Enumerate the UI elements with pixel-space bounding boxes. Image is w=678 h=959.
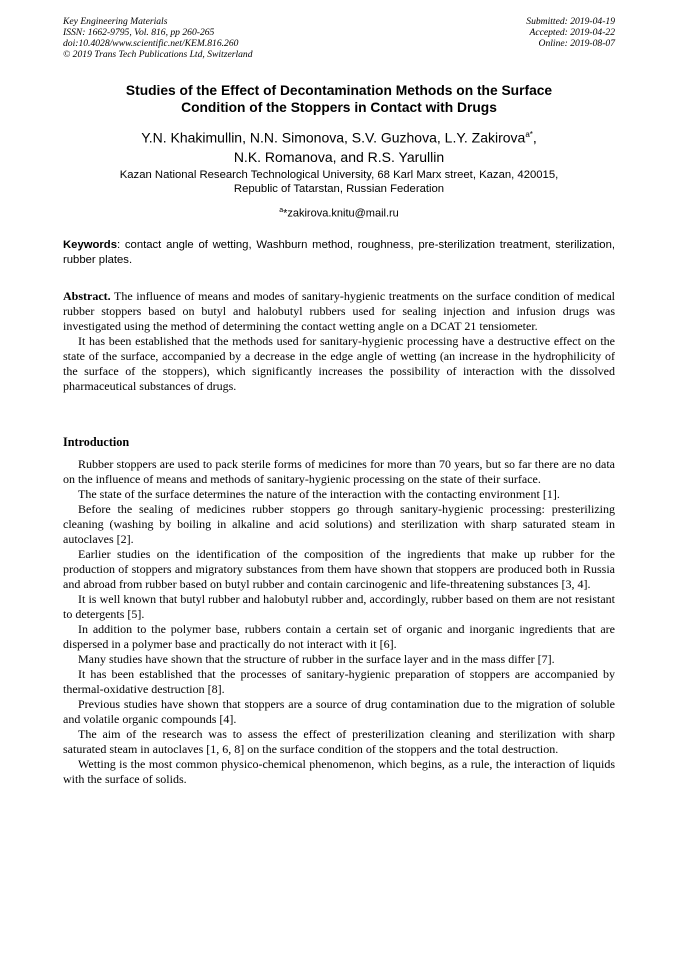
dates-header — [526, 16, 615, 49]
abstract — [63, 289, 615, 394]
authors-comma: , — [532, 129, 537, 146]
intro-paragraph: The state of the surface determines the nature of the interaction with the contacting environment [1]. — [78, 487, 560, 501]
intro-paragraph: The aim of the research was to assess the effect of presterilization cleaning and sterilization with sharp saturated steam in autoclaves [1, 6, 8] on the surface condition of the stoppers and the total destruction. — [63, 727, 615, 756]
keywords-label: Keywords — [63, 239, 117, 251]
abstract-label: Abstract. — [63, 289, 111, 303]
submitted-date: Submitted: 2019-04-19 — [526, 16, 615, 27]
affiliation-line-2: Republic of Tatarstan, Russian Federation — [233, 183, 445, 195]
journal-name: Key Engineering Materials — [63, 16, 168, 27]
introduction-body — [63, 457, 615, 787]
keywords-text: : contact angle of wetting, Washburn method, roughness, pre-sterilization treatment, sterilization, rubber plates. — [63, 239, 615, 266]
abstract-text-1: The influence of means and modes of sanitary-hygienic treatments on the surface condition of medical rubber stoppers based on butyl and halobutyl rubbers used for sealing injection and infusion drugs was investigated using the method of determining the contact wetting angle on a DCAT 21 tensiometer. — [63, 289, 615, 333]
authors-line-1 — [63, 125, 615, 148]
intro-paragraph: In addition to the polymer base, rubbers contain a certain set of organic and inorganic ingredients that are dispersed in a polymer base and practically do not interact with it [6]. — [63, 622, 615, 651]
email-mark: a — [279, 207, 284, 214]
intro-paragraph: Earlier studies on the identification of the composition of the ingredients that make up rubber for the production of stoppers and migratory substances from them have shown that stoppers are produced both in Russia and abroad from rubber based on butyl rubber and contain carcinogenic and life-threatening substances [3, 4]. — [63, 547, 615, 591]
author-affiliation-mark: a* — [525, 130, 533, 139]
accepted-date: Accepted: 2019-04-22 — [529, 27, 615, 38]
doi-line[interactable]: doi:10.4028/www.scientific.net/KEM.816.260 — [63, 38, 239, 49]
affiliation-line-1: Kazan National Research Technological University, 68 Karl Marx street, Kazan, 420015, — [119, 169, 559, 181]
authors-names-1: Y.N. Khakimullin, N.N. Simonova, S.V. Guzhova, L.Y. Zakirova — [141, 129, 526, 146]
authors — [63, 125, 615, 167]
intro-paragraph: It is well known that butyl rubber and halobutyl rubber and, accordingly, rubber based on them are not resistant to detergents [5]. — [63, 592, 615, 621]
issn-line: ISSN: 1662-9795, Vol. 816, pp 260-265 — [63, 27, 215, 38]
intro-paragraph: Rubber stoppers are used to pack sterile forms of medicines for more than 70 years, but so far there are no data on the influence of means and methods of sanitary-hygienic processing on the state of their surface. — [63, 457, 615, 486]
corresponding-email — [63, 204, 615, 221]
affiliation — [63, 168, 615, 196]
authors-line-2: N.K. Romanova, and R.S. Yarullin — [233, 148, 445, 165]
keywords — [63, 238, 615, 268]
section-heading-introduction: Introduction — [63, 435, 130, 449]
paper-title — [63, 82, 615, 116]
journal-header — [63, 16, 253, 60]
intro-paragraph: Many studies have shown that the structure of rubber in the surface layer and in the mass differ [7]. — [78, 652, 555, 666]
title-line-2: Condition of the Stoppers in Contact with Drugs — [181, 100, 497, 115]
intro-paragraph: Previous studies have shown that stoppers are a source of drug contamination due to the migration of soluble and volatile organic compounds [4]. — [63, 697, 615, 726]
title-line-1: Studies of the Effect of Decontamination Methods on the Surface — [125, 83, 553, 98]
abstract-paragraph-2: It has been established that the methods used for sanitary-hygienic processing have a destructive effect on the state of the surface, accompanied by a decrease in the edge angle of wetting (an increase in the hydrophilicity of the surface of the stoppers), which significantly increases the possibility of interaction with the dissolved pharmaceutical substances of drugs. — [63, 334, 615, 393]
email-address[interactable]: *zakirova.knitu@mail.ru — [283, 207, 399, 220]
intro-paragraph: It has been established that the processes of sanitary-hygienic preparation of stoppers are accompanied by thermal-oxidative destruction [8]. — [63, 667, 615, 696]
intro-paragraph: Before the sealing of medicines rubber stoppers go through sanitary-hygienic processing: presterilizing cleaning (washing by boiling in alkaline and acid solutions) and sterilization with sharp saturated steam in autoclaves [2]. — [63, 502, 615, 546]
copyright-line: © 2019 Trans Tech Publications Ltd, Switzerland — [63, 49, 253, 60]
intro-paragraph: Wetting is the most common physico-chemical phenomenon, which begins, as a rule, the interaction of liquids with the surface of solids. — [63, 757, 615, 786]
abstract-paragraph-1 — [63, 289, 615, 334]
online-date: Online: 2019-08-07 — [538, 38, 615, 49]
